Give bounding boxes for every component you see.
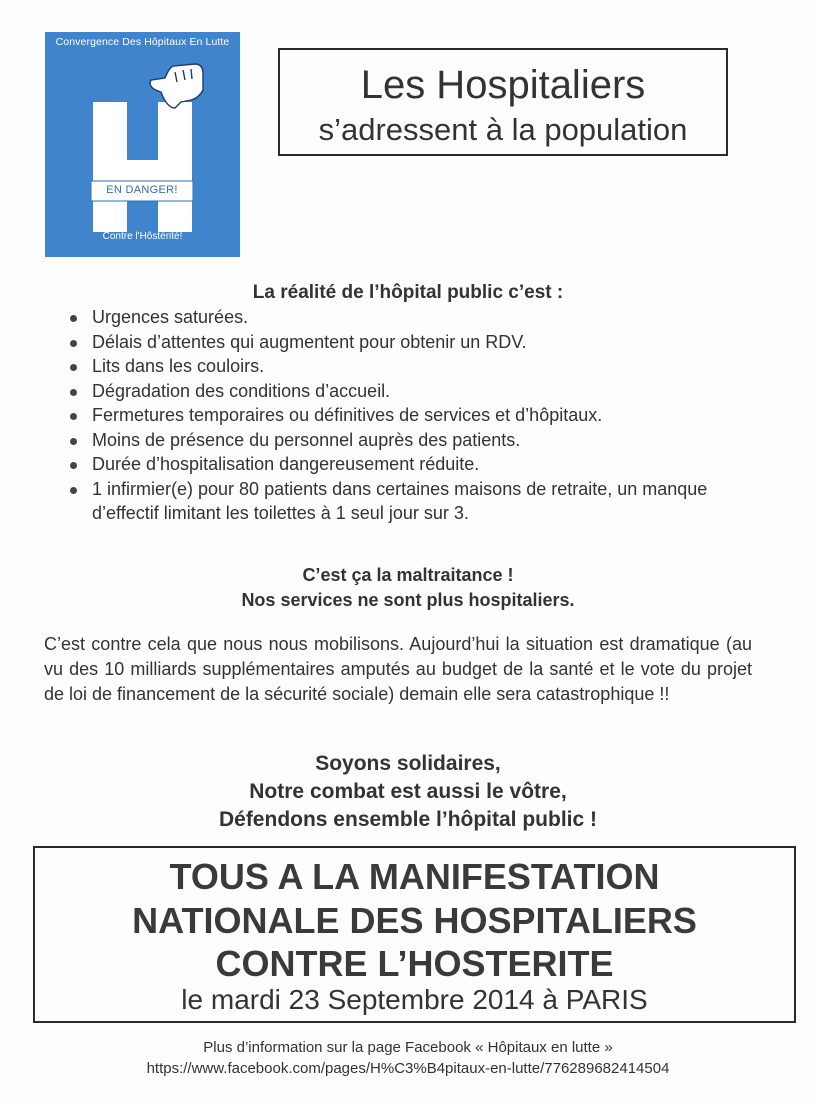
list-item: 1 infirmier(e) pour 80 patients dans certaines maisons de retraite, un manque d’effectif limitant les toilettes à 1 seul jour sur 3. [70, 477, 770, 526]
manifestation-line-3: CONTRE L’HOSTERITE [215, 943, 614, 984]
statement-line-1: C’est ça la maltraitance ! [302, 565, 514, 585]
raised-fist-icon [150, 64, 203, 108]
footer-info: Plus d’information sur la page Facebook « Hôpitaux en lutte » [203, 1039, 613, 1056]
list-item: Dégradation des conditions d’accueil. [70, 379, 770, 404]
logo-graphic [45, 32, 240, 257]
list-item: Durée d’hospitalisation dangereusement réduite. [70, 452, 770, 477]
reality-list [70, 305, 770, 526]
list-item: Délais d’attentes qui augmentent pour obtenir un RDV. [70, 330, 770, 355]
body-paragraph: C’est contre cela que nous nous mobilisons. Aujourd’hui la situation est dramatique (au vu des 10 milliards supplémentaires amputés au budget de la santé et le vote du projet de loi de financement de la sécurité sociale) demain elle sera catastrophique !! [44, 634, 752, 704]
manifestation-box [33, 846, 796, 1023]
manifestation-date: le mardi 23 Septembre 2014 à PARIS [181, 984, 648, 1015]
call-line-3: Défendons ensemble l’hôpital public ! [218, 808, 598, 831]
reality-title: La réalité de l’hôpital public c’est : [252, 282, 564, 303]
manifestation-line-1: TOUS A LA MANIFESTATION [169, 856, 660, 897]
page-title: Les Hospitaliers [360, 63, 646, 107]
list-item: Moins de présence du personnel auprès des patients. [70, 428, 770, 453]
title-box [278, 48, 728, 156]
list-item: Lits dans les couloirs. [70, 354, 770, 379]
page-subtitle: s’adressent à la population [318, 112, 688, 147]
logo-bottom-text: Contre l'Hôstérité! [102, 231, 183, 242]
logo [45, 32, 240, 257]
manifestation-line-2: NATIONALE DES HOSPITALIERS [132, 900, 697, 941]
statement-line-2: Nos services ne sont plus hospitaliers. [241, 590, 575, 610]
call-line-2: Notre combat est aussi le vôtre, [249, 780, 567, 803]
letter-h-icon [93, 102, 192, 232]
list-item: Urgences saturées. [70, 305, 770, 330]
footer-url[interactable]: https://www.facebook.com/pages/H%C3%B4pitaux-en-lutte/776289682414504 [146, 1060, 670, 1077]
logo-banner-text: EN DANGER! [106, 184, 178, 196]
call-line-1: Soyons solidaires, [315, 752, 501, 775]
logo-top-text: Convergence Des Hôpitaux En Lutte [55, 36, 230, 48]
list-item: Fermetures temporaires ou définitives de services et d’hôpitaux. [70, 403, 770, 428]
